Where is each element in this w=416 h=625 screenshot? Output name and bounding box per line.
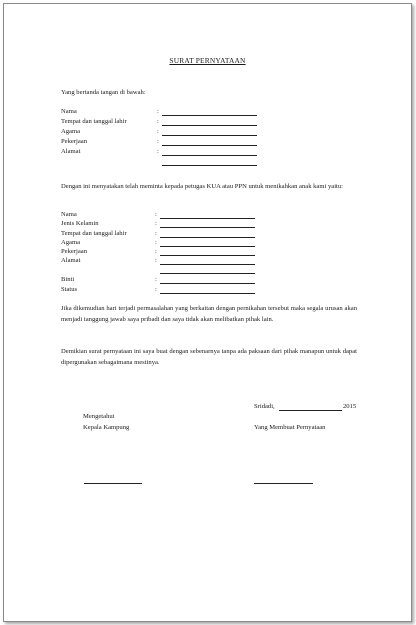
colon: : (157, 128, 159, 135)
colon: : (155, 248, 157, 255)
blank-line (160, 227, 255, 228)
blank-line (160, 283, 255, 284)
field-label-alamat: Alamat (61, 148, 81, 155)
field-label-ttl: Tempat dan tanggal lahir (61, 118, 127, 125)
colon: : (157, 138, 159, 145)
blank-line (160, 255, 255, 256)
colon: : (155, 220, 157, 227)
document-title: SURAT PERNYATAAN (169, 56, 246, 65)
field-label-agama: Agama (61, 128, 81, 135)
blank-line (162, 165, 257, 166)
intro-text: Yang bertanda tangan di bawah: (61, 89, 146, 96)
field-label-alamat: Alamat (61, 257, 81, 264)
field-label-agama: Agama (61, 239, 81, 246)
field-label-jenis-kelamin: Jenis Kelamin (61, 220, 99, 227)
colon: : (155, 257, 157, 264)
field-label-status: Status (61, 286, 78, 293)
colon: : (155, 211, 157, 218)
blank-line (160, 246, 255, 247)
blank-line (160, 273, 255, 274)
colon: : (155, 239, 157, 246)
signature-line-left (84, 483, 142, 484)
signature-left-line1: Mengetahui (83, 413, 115, 420)
field-label-pekerjaan: Pekerjaan (61, 138, 87, 145)
field-label-binti: Binti (61, 276, 75, 283)
blank-line (162, 155, 257, 156)
colon: : (157, 118, 159, 125)
colon: : (157, 148, 159, 155)
blank-line (160, 264, 255, 265)
field-label-ttl: Tempat dan tanggal lahir (61, 230, 127, 237)
colon: : (157, 108, 159, 115)
colon: : (155, 276, 157, 283)
place-label: Sridadi, (254, 403, 275, 410)
field-label-pekerjaan: Pekerjaan (61, 248, 87, 255)
year-label: 2015 (343, 403, 357, 410)
blank-line (160, 293, 255, 294)
blank-line (162, 115, 257, 116)
blank-line (162, 125, 257, 126)
paragraph-closing: Demikian surat pernyataan ini saya buat dengan sebenarnya tanpa ada paksaan dari pihak manapun untuk dapat dipergunakan sebagaimana mestinya. (61, 348, 357, 366)
blank-line (160, 237, 255, 238)
blank-line (162, 135, 257, 136)
field-label-nama: Nama (61, 108, 77, 115)
blank-line (160, 218, 255, 219)
colon: : (155, 230, 157, 237)
signature-line-right (254, 483, 313, 484)
signature-left-line2: Kepala Kampung (83, 424, 130, 431)
paragraph-responsibility: Jika dikemudian hari terjadi permasalahan yang berkaitan dengan pernikahan tersebut maka segala urusan akan menjadi tanggung jawab saya pribadi dan saya tidak akan melibatkan pihak lain. (61, 305, 357, 323)
date-blank-line (279, 410, 342, 411)
statement-text: Dengan ini menyatakan telah meminta kepada petugas KUA atau PPN untuk menikahkan anak kami yaitu: (61, 183, 343, 190)
blank-line (162, 145, 257, 146)
document-page (3, 3, 412, 622)
signature-right-label: Yang Membuat Pernyataan (254, 424, 326, 431)
field-label-nama: Nama (61, 211, 77, 218)
colon: : (155, 286, 157, 293)
